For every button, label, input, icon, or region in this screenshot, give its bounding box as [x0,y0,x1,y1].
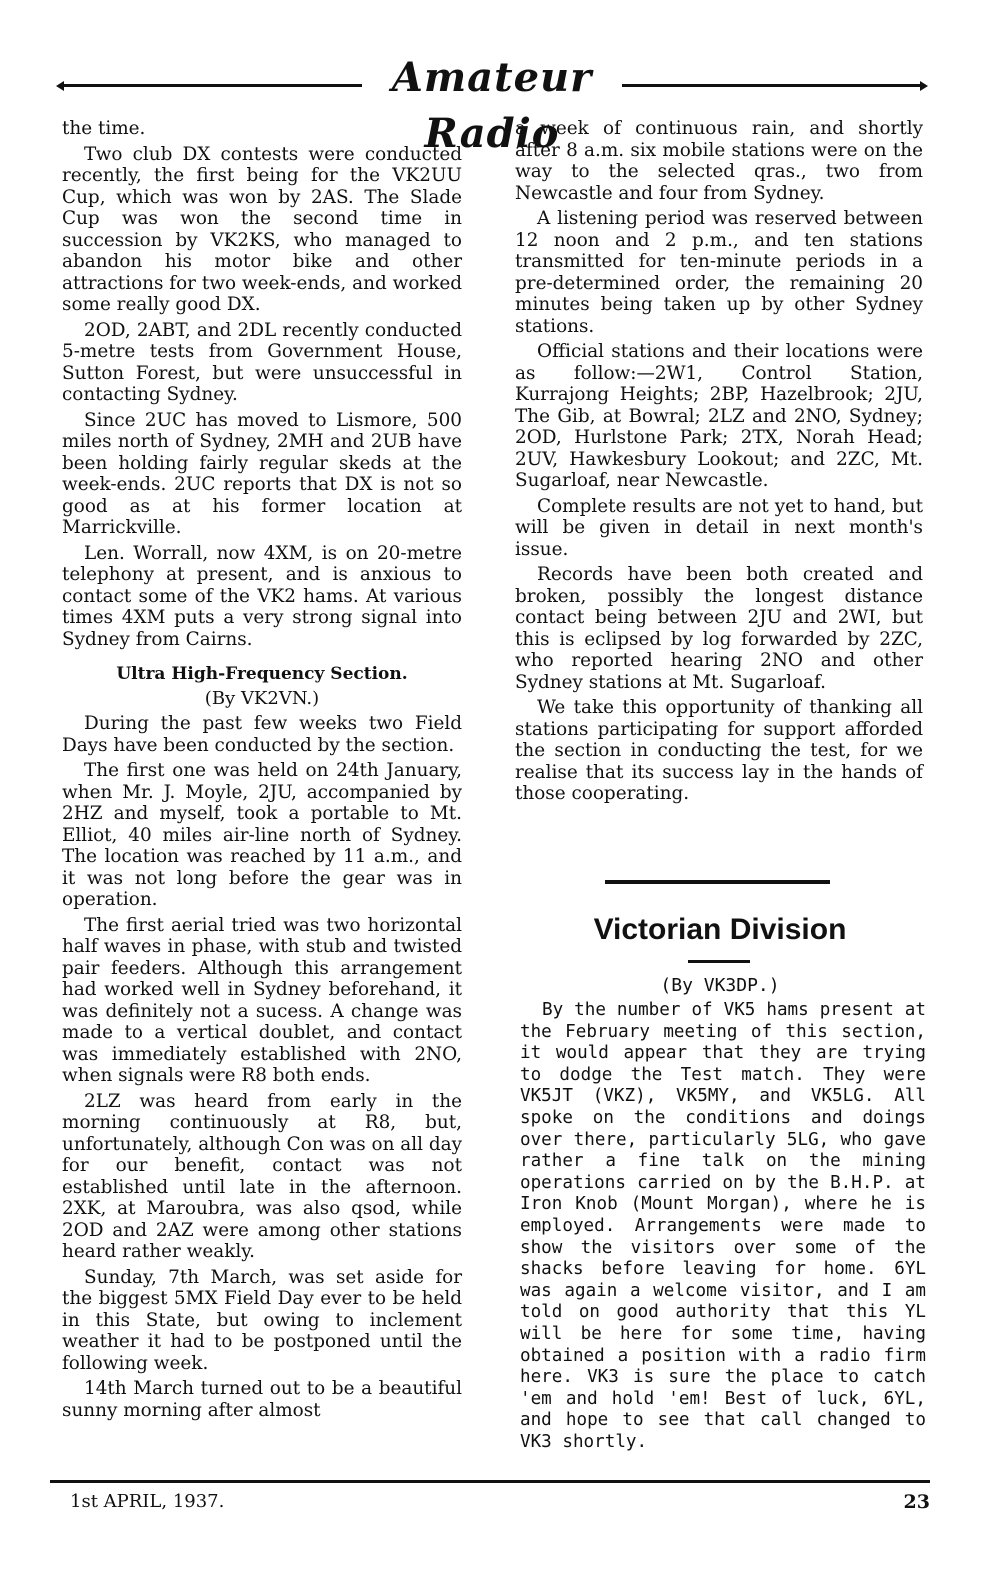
paragraph: a week of continuous rain, and shortly after 8 a.m. six mobile stations were on the way to the selected qras., two from Newcastle and four from Sydney. [515,118,923,204]
victorian-body [520,1000,926,1470]
masthead-rule-left [62,84,362,87]
paragraph: Sunday, 7th March, was set aside for the biggest 5MX Field Day ever to be held in this State, but owing to inclement weather it had to be postponed until the following week. [62,1266,462,1374]
right-column [515,118,923,868]
uhf-section-byline: (By VK2VN.) [204,687,320,709]
paragraph: Two club DX contests were conducted recently, the first being for the VK2UU Cup, which was won by 2AS. The Slade Cup was won the second time in succession by VK2KS, who managed to abandon his motor bike and other attractions for two week-ends, and worked some really good DX. [62,143,462,315]
paragraph: By the number of VK5 hams present at the February meeting of this section, it would appear that they are trying to dodge the Test match. They were VK5JT (VKZ), VK5MY, and VK5LG. All spoke on the conditions and doings over there, particularly 5LG, who gave rather a fine talk on the mining operations carried on by the B.H.P. at Iron Knob (Mount Morgan), where he is employed. Arrangements were made to show the visitors over some of the shacks before leaving for home. 6YL was again a welcome visitor, and I am told on good authority that this YL will be here for some time, having obtained a position with a radio firm here. VK3 is sure the place to catch 'em and hold 'em! Best of luck, 6YL, and hope to see that call changed to VK3 shortly. [520,1000,926,1452]
issue-date: 1st APRIL, 1937. [70,1491,225,1512]
paragraph: The first one was held on 24th January, when Mr. J. Moyle, 2JU, accompanied by 2HZ and myself, took a portable to Mt. Elliot, 40 miles air-line north of Sydney. The location was reached by 11 a.m., and it was not long before the gear was in operation. [62,760,462,910]
title-underline [688,960,750,963]
paragraph: 14th March turned out to be a beautiful sunny morning after almost [62,1378,462,1421]
masthead-title: Amateur Radio [391,54,593,157]
paragraph: Complete results are not yet to hand, but will be given in detail in next month's issue. [515,495,923,560]
paragraph: The first aerial tried was two horizontal half waves in phase, with stub and twisted pair feeders. Although this arrangement had worked well in Sydney beforehand, it was definitely not a sucess. A change was made to a vertical doublet, and contact was immediately established with 2NO, when signals were R8 both ends. [62,914,462,1086]
page-number: 23 [903,1491,930,1513]
paragraph: Official stations and their locations were as follow:—2W1, Control Station, Kurrajong Heights; 2BP, Hazelbrook; 2JU, The Gib, at Bowral; 2LZ and 2NO, Sydney; 2OD, Hurlstone Park; 2TX, Norah Head; 2UV, Hawkesbury Lookout; and 2ZC, Mt. Sugarloaf, near Newcastle. [515,341,923,491]
left-column [62,118,462,1478]
masthead-rule-right-arrow [920,81,928,91]
paragraph: We take this opportunity of thanking all stations participating for support afforded the section in conducting the test, for we realise that its success lay in the hands of those cooperating. [515,697,923,804]
footer-rule [50,1480,930,1483]
paragraph: 2LZ was heard from early in the morning continuously at R8, but, unfortunately, although Con was on all day for our benefit, contact was not established until late in the afternoon. 2XK, at Maroubra, was also qsod, while 2OD and 2AZ were among other stations heard rather weakly. [62,1090,462,1262]
victorian-byline: (By VK3DP.) [660,975,780,996]
paragraph: Len. Worrall, now 4XM, is on 20-metre telephony at present, and is anxious to contact some of the VK2 hams. At various times 4XM puts a very strong signal into Sydney from Cairns. [62,542,462,650]
paragraph: During the past few weeks two Field Days have been conducted by the section. [62,713,462,756]
uhf-section-heading: Ultra High-Frequency Section. [116,664,408,684]
victorian-division-title: Victorian Division [593,913,847,946]
paragraph: Since 2UC has moved to Lismore, 500 miles north of Sydney, 2MH and 2UB have been holding fairly regular skeds at the week-ends. 2UC reports that DX is not so good as at his former location at Marrickville. [62,409,462,538]
paragraph: Records have been both created and broken, possibly the longest distance contact being between 2JU and 2WI, but this is eclipsed by log forwarded by 2ZC, who reported hearing 2NO and other Sydney stations at Mt. Sugarloaf. [515,564,923,693]
paragraph: 2OD, 2ABT, and 2DL recently conducted 5-metre tests from Government House, Sutton Forest, but were unsuccessful in contacting Sydney. [62,319,462,405]
paragraph: the time. [62,118,146,139]
section-divider [605,880,830,884]
masthead-rule-right [622,84,922,87]
paragraph: A listening period was reserved between 12 noon and 2 p.m., and ten stations transmitted for ten-minute periods in a pre-determined order, the remaining 20 minutes being taken up by other Sydney stations. [515,208,923,337]
